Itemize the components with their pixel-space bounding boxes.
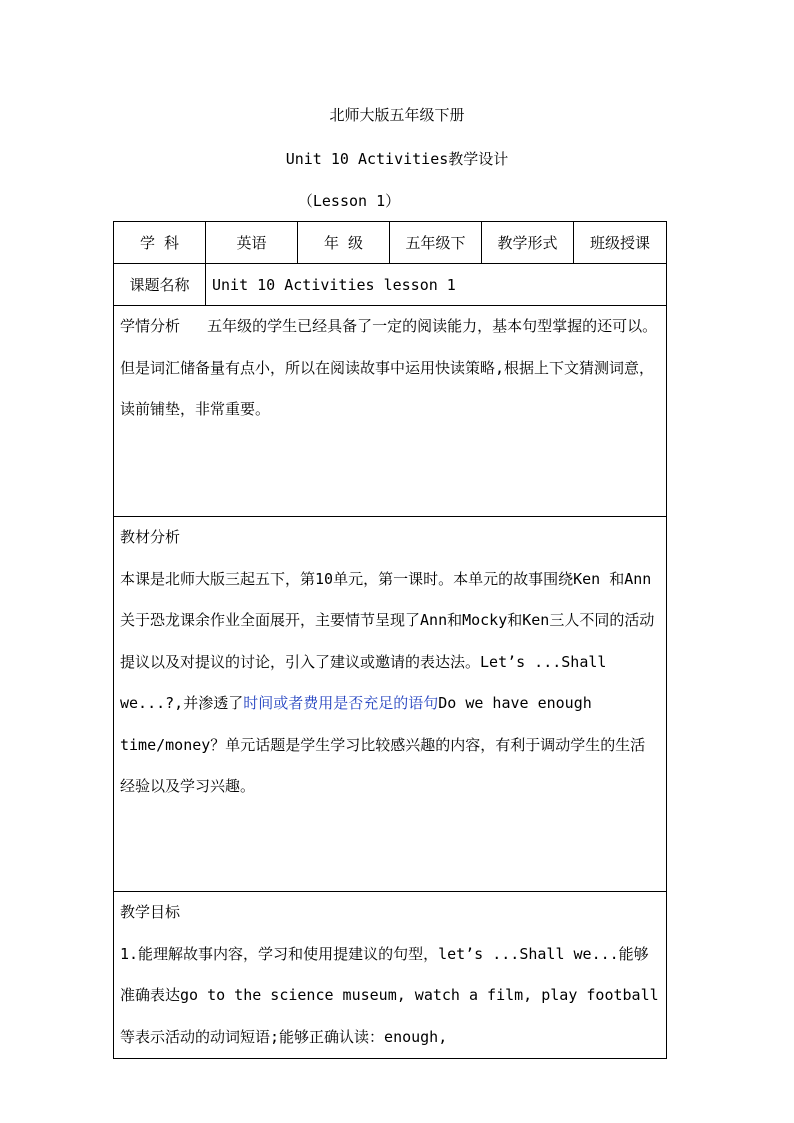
topic-value: Unit 10 Activities lesson 1 <box>206 264 667 306</box>
material-analysis-cell <box>114 517 667 892</box>
form-label: 教学形式 <box>482 222 574 264</box>
material-analysis-label: 教材分析 <box>120 528 181 546</box>
info-row <box>114 222 667 264</box>
subject-label: 学 科 <box>114 222 206 264</box>
material-analysis-text: 本课是北师大版三起五下，第10单元，第一课时。本单元的故事围绕Ken 和Ann关于恐龙课余作业全面展开，主要情节呈现了Ann和Mocky和Ken三人不同的活动提议以及对提议的讨论，引入了建议或邀请的表达法。Let’s ...Shall we...?,并渗透了时间或者费用是否充足的语句Do we have enough time/money？单元话题是学生学习比较感兴趣的内容，有利于调动学生的生活经验以及学习兴趣。 <box>120 569 655 795</box>
lesson-plan-table <box>113 221 667 1059</box>
learner-analysis-row <box>114 306 667 517</box>
learner-analysis-cell <box>114 306 667 517</box>
material-analysis-row <box>114 517 667 892</box>
unit-title: Unit 10 Activities教学设计 <box>285 150 509 168</box>
topic-row <box>114 264 667 306</box>
grade-label: 年 级 <box>298 222 390 264</box>
learner-analysis-label: 学情分析 <box>120 317 181 335</box>
document-title: 北师大版五年级下册 <box>329 106 465 124</box>
topic-label: 课题名称 <box>114 264 206 306</box>
objectives-label: 教学目标 <box>120 903 181 921</box>
subject-value: 英语 <box>206 222 298 264</box>
grade-value: 五年级下 <box>390 222 482 264</box>
objectives-text: 1.能理解故事内容，学习和使用提建议的句型，let’s ...Shall we...能够准确表达go to the science museum, watch a film, play football等表示活动的动词短语;能够正确认读：enough, <box>120 944 659 1046</box>
objectives-cell <box>114 892 667 1059</box>
objectives-row <box>114 892 667 1059</box>
highlighted-phrase: 时间或者费用是否充足的语句 <box>243 694 439 712</box>
learner-analysis-text: 五年级的学生已经具备了一定的阅读能力，基本句型掌握的还可以。但是词汇储备量有点小，所以在阅读故事中运用快读策略,根据上下文猜测词意，读前铺垫，非常重要。 <box>120 317 658 418</box>
lesson-title: （Lesson 1） <box>297 192 401 210</box>
form-value: 班级授课 <box>574 222 667 264</box>
